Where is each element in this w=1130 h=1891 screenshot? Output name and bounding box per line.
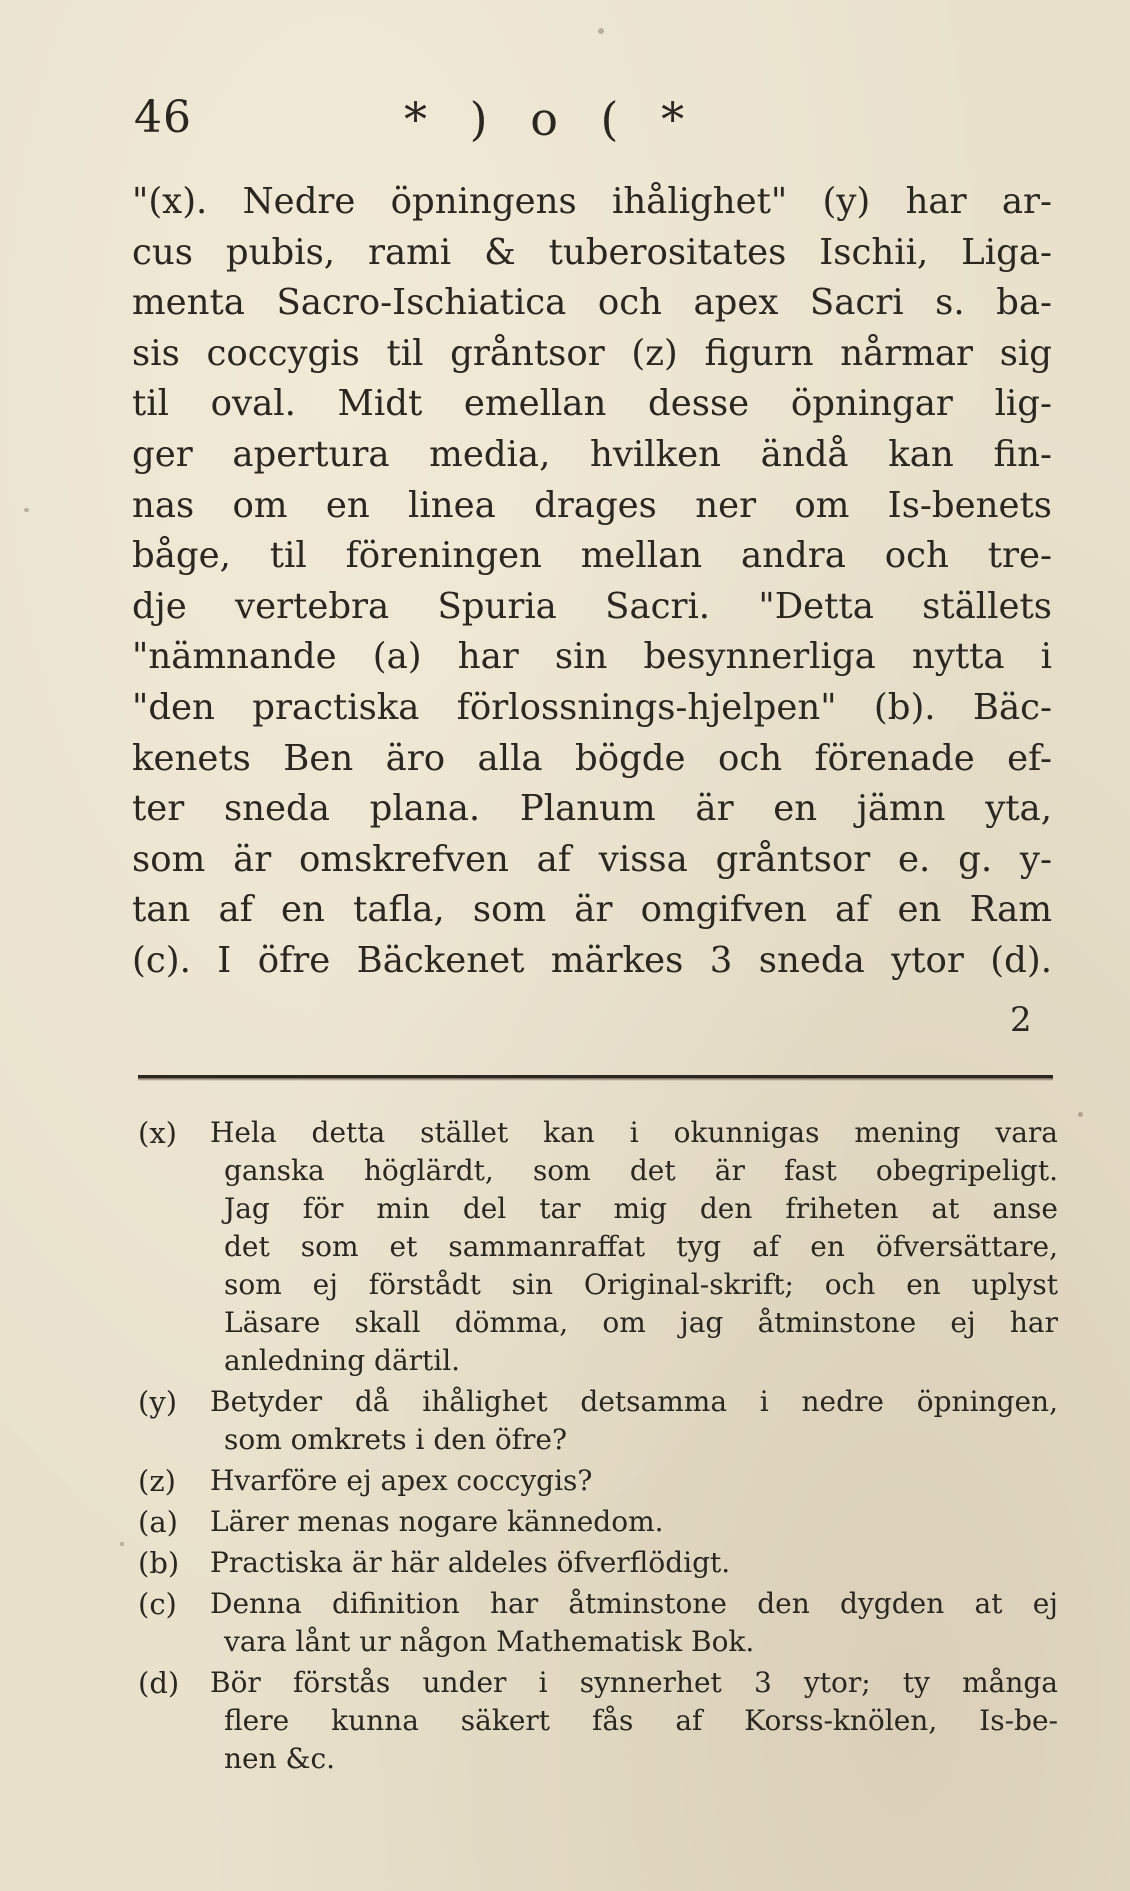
footnote-mark: (b): [138, 1546, 180, 1580]
text-line: båge, til föreningen mellan andra och tre-: [132, 535, 1052, 577]
text-line: dje vertebra Spuria Sacri. "Detta ställets: [132, 585, 1052, 627]
footnote-mark: (a): [138, 1505, 178, 1539]
footnote-c: [138, 1585, 1058, 1661]
footnote-mark: (d): [138, 1666, 180, 1700]
paper-spot: [1078, 1112, 1083, 1117]
footnote-z: [138, 1462, 1058, 1500]
footnote-mark: (x): [138, 1116, 177, 1150]
paper-spot: [120, 1542, 124, 1546]
header-ornament: * ) o ( *: [404, 92, 699, 146]
text-line: "nämnande (a) har sin besynnerliga nytta i: [132, 636, 1052, 678]
footnote-line: Hela detta stället kan i okunnigas mening vara: [210, 1116, 1058, 1149]
footnote-line: Jag för min del tar mig den friheten at anse: [224, 1192, 1058, 1225]
text-line: "den practiska förlossnings-hjelpen" (b). Bäc-: [132, 686, 1052, 728]
footnote-line: anledning därtil.: [224, 1344, 461, 1377]
footnote-line: Lärer menas nogare kännedom.: [210, 1505, 664, 1538]
footnote-a: [138, 1503, 1058, 1541]
text-line: "(x). Nedre öpningens ihålighet" (y) har ar-: [132, 181, 1052, 222]
footnote-mark: (z): [138, 1464, 176, 1498]
main-text: [132, 177, 1052, 987]
footnote-divider: [138, 1075, 1053, 1081]
text-line: ter sneda plana. Planum är en jämn yta,: [132, 788, 1052, 830]
text-line: nas om en linea drages ner om Is-benets: [132, 484, 1052, 526]
footnote-y: [138, 1383, 1058, 1459]
text-line: kenets Ben äro alla bögde och förenade ef-: [132, 737, 1052, 779]
text-line: cus pubis, rami & tuberositates Ischii, Liga-: [132, 231, 1052, 273]
footnote-line: Denna difinition har åtminstone den dygden at ej: [210, 1587, 1058, 1620]
text-line: ger apertura media, hvilken ändå kan fin-: [132, 433, 1052, 475]
footnote-line: Practiska är här aldeles öfverflödigt.: [210, 1546, 731, 1579]
catchword: 2: [1010, 1000, 1032, 1040]
text-line: (c). I öfre Bäckenet märkes 3 sneda ytor (d).: [132, 939, 1052, 981]
footnote-line: det som et sammanraffat tyg af en öfversättare,: [224, 1230, 1058, 1263]
footnote-mark: (c): [138, 1587, 177, 1621]
paper-spot: [598, 28, 604, 34]
paper-spot: [24, 508, 29, 512]
page-number: 46: [134, 92, 192, 143]
footnote-line: ganska höglärdt, som det är fast obegripeligt.: [224, 1154, 1058, 1187]
footnote-line: flere kunna säkert fås af Korss-knölen, Is-be-: [224, 1704, 1058, 1737]
text-line: til oval. Midt emellan desse öpningar lig-: [132, 383, 1052, 425]
text-line: menta Sacro-Ischiatica och apex Sacri s. ba-: [132, 282, 1052, 324]
footnote-mark: (y): [138, 1385, 178, 1419]
footnote-line: Bör förstås under i synnerhet 3 ytor; ty många: [210, 1666, 1058, 1699]
text-line: sis coccygis til gråntsor (z) figurn nårmar sig: [132, 332, 1052, 374]
footnote-b: [138, 1544, 1058, 1582]
footnote-line: Hvarföre ej apex coccygis?: [210, 1464, 593, 1497]
footnote-line: nen &c.: [224, 1742, 336, 1775]
page-header: [134, 92, 1034, 152]
footnote-d: [138, 1664, 1058, 1778]
text-line: tan af en tafla, som är omgifven af en Ram: [132, 889, 1052, 931]
footnote-line: Läsare skall dömma, om jag åtminstone ej har: [224, 1306, 1058, 1339]
text-line: som är omskrefven af vissa gråntsor e. g. y-: [132, 838, 1052, 880]
footnote-line: Betyder då ihålighet detsamma i nedre öpningen,: [210, 1385, 1058, 1418]
footnote-line: som ej förstådt sin Original-skrift; och en uplyst: [224, 1268, 1058, 1301]
footnote-line: vara lånt ur någon Mathematisk Bok.: [224, 1625, 755, 1658]
footnote-line: som omkrets i den öfre?: [224, 1423, 567, 1456]
footnotes: [138, 1114, 1058, 1781]
footnote-x: [138, 1114, 1058, 1380]
